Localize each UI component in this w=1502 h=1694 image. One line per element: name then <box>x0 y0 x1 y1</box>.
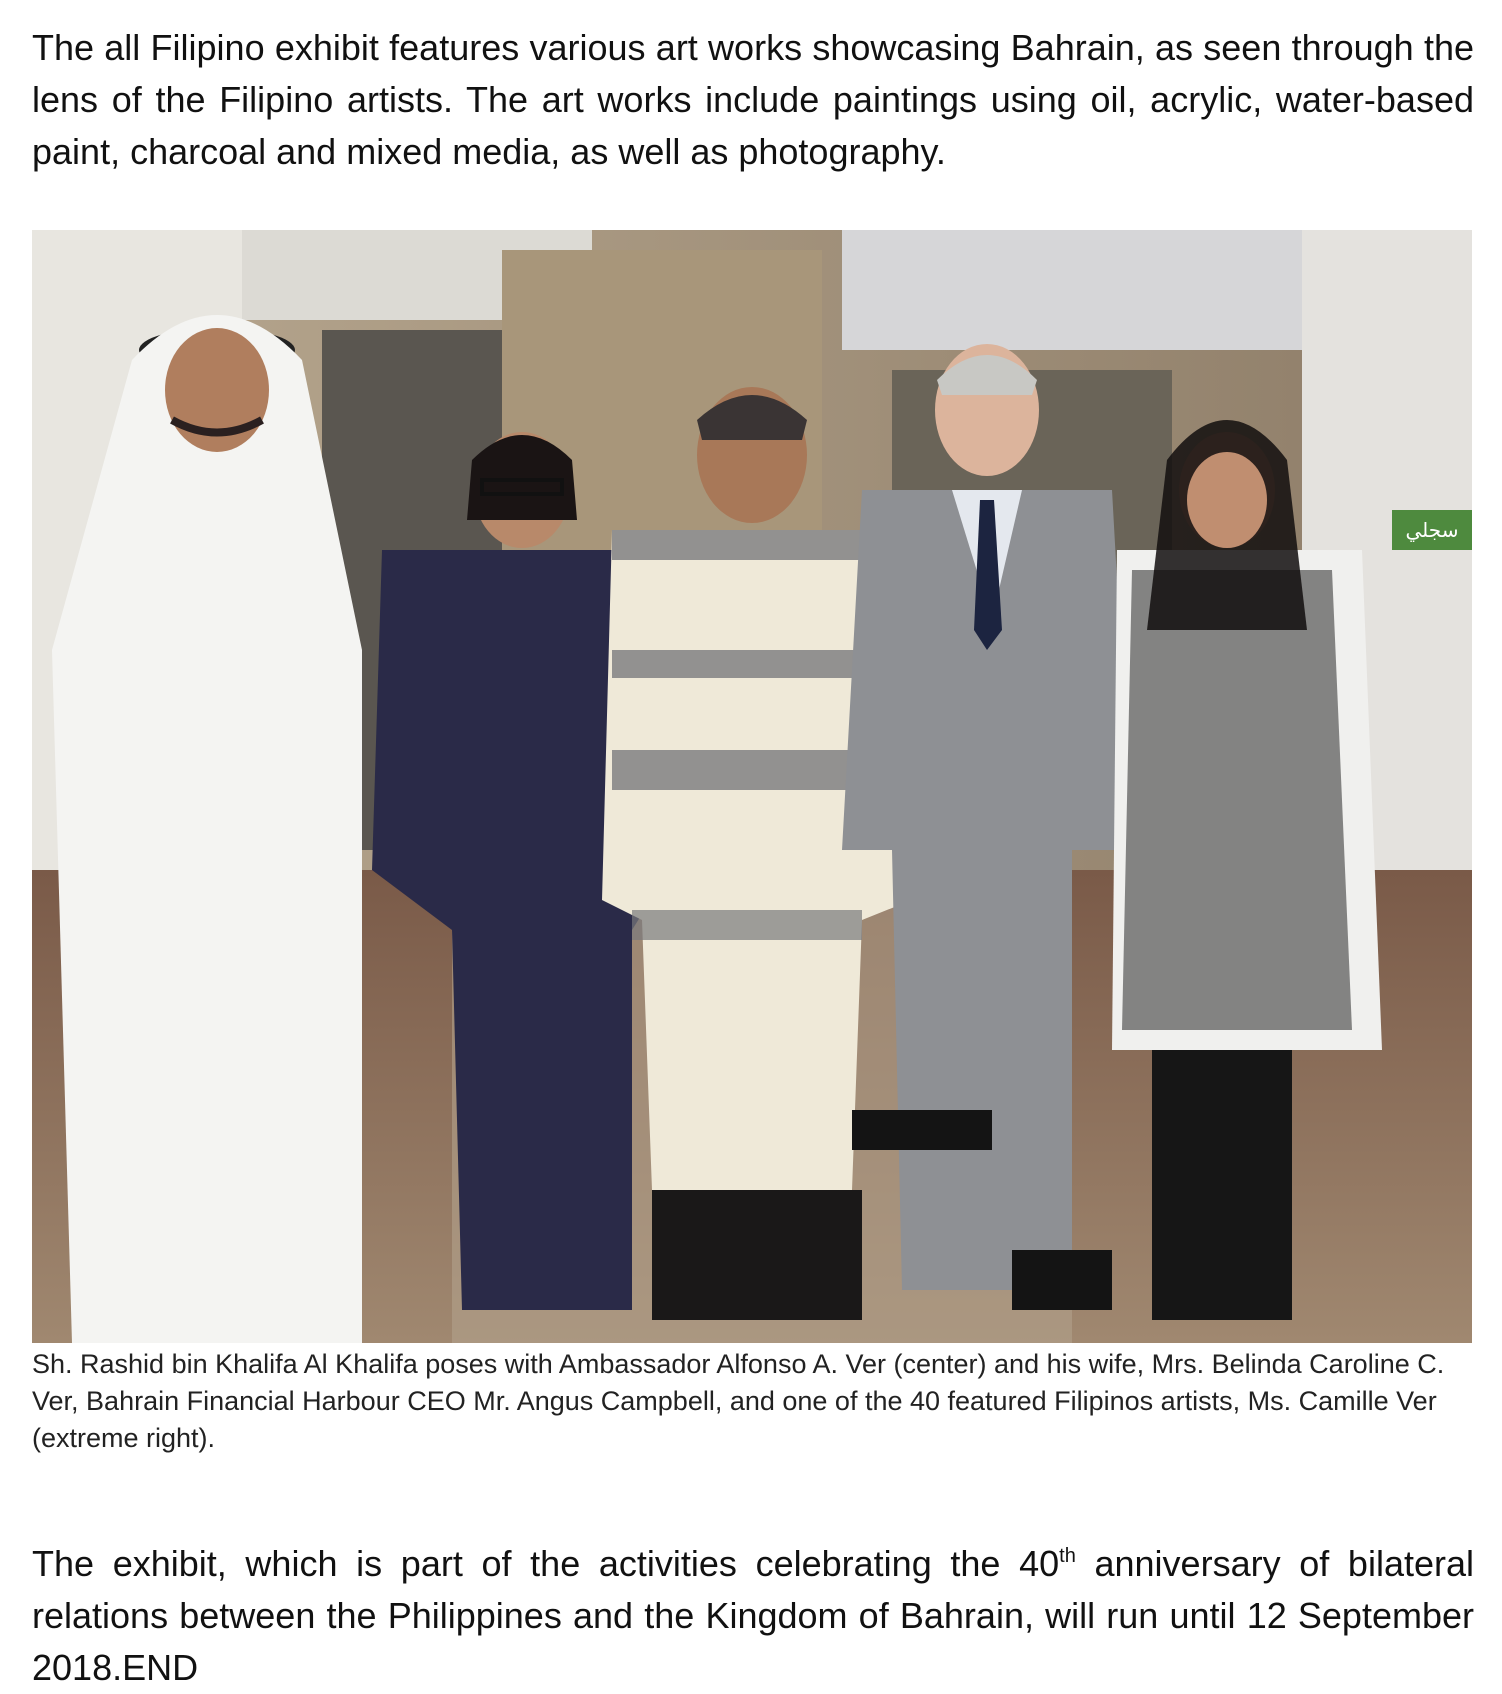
intro-paragraph: The all Filipino exhibit features various art works showcasing Bahrain, as seen through the lens of the Filipino artists. The art works include paintings using oil, acrylic, water-based paint, charcoal and mixed media, as well as photography. <box>32 27 1474 172</box>
closing-text-start: The exhibit, which is part of the activities celebrating the 40 <box>32 1543 1060 1584</box>
closing-text-end: anniversary of bilateral relations between the Philippines and the Kingdom of Bahrain, will run until 12 September 2018.END <box>32 1543 1475 1688</box>
ordinal-superscript: th <box>1059 1545 1076 1567</box>
photo-caption: Sh. Rashid bin Khalifa Al Khalifa poses with Ambassador Alfonso A. Ver (center) and his wife, Mrs. Belinda Caroline C. Ver, Bahrain Financial Harbour CEO Mr. Angus Campbell, and one of the 40 featured Filipinos artists, Ms. Camille Ver (extreme right). <box>32 1349 1445 1453</box>
ceiling-panel <box>842 230 1322 350</box>
sign-text: سجلي <box>1405 518 1459 542</box>
closing-paragraph <box>32 1538 1474 1694</box>
group-photo <box>32 230 1472 1343</box>
